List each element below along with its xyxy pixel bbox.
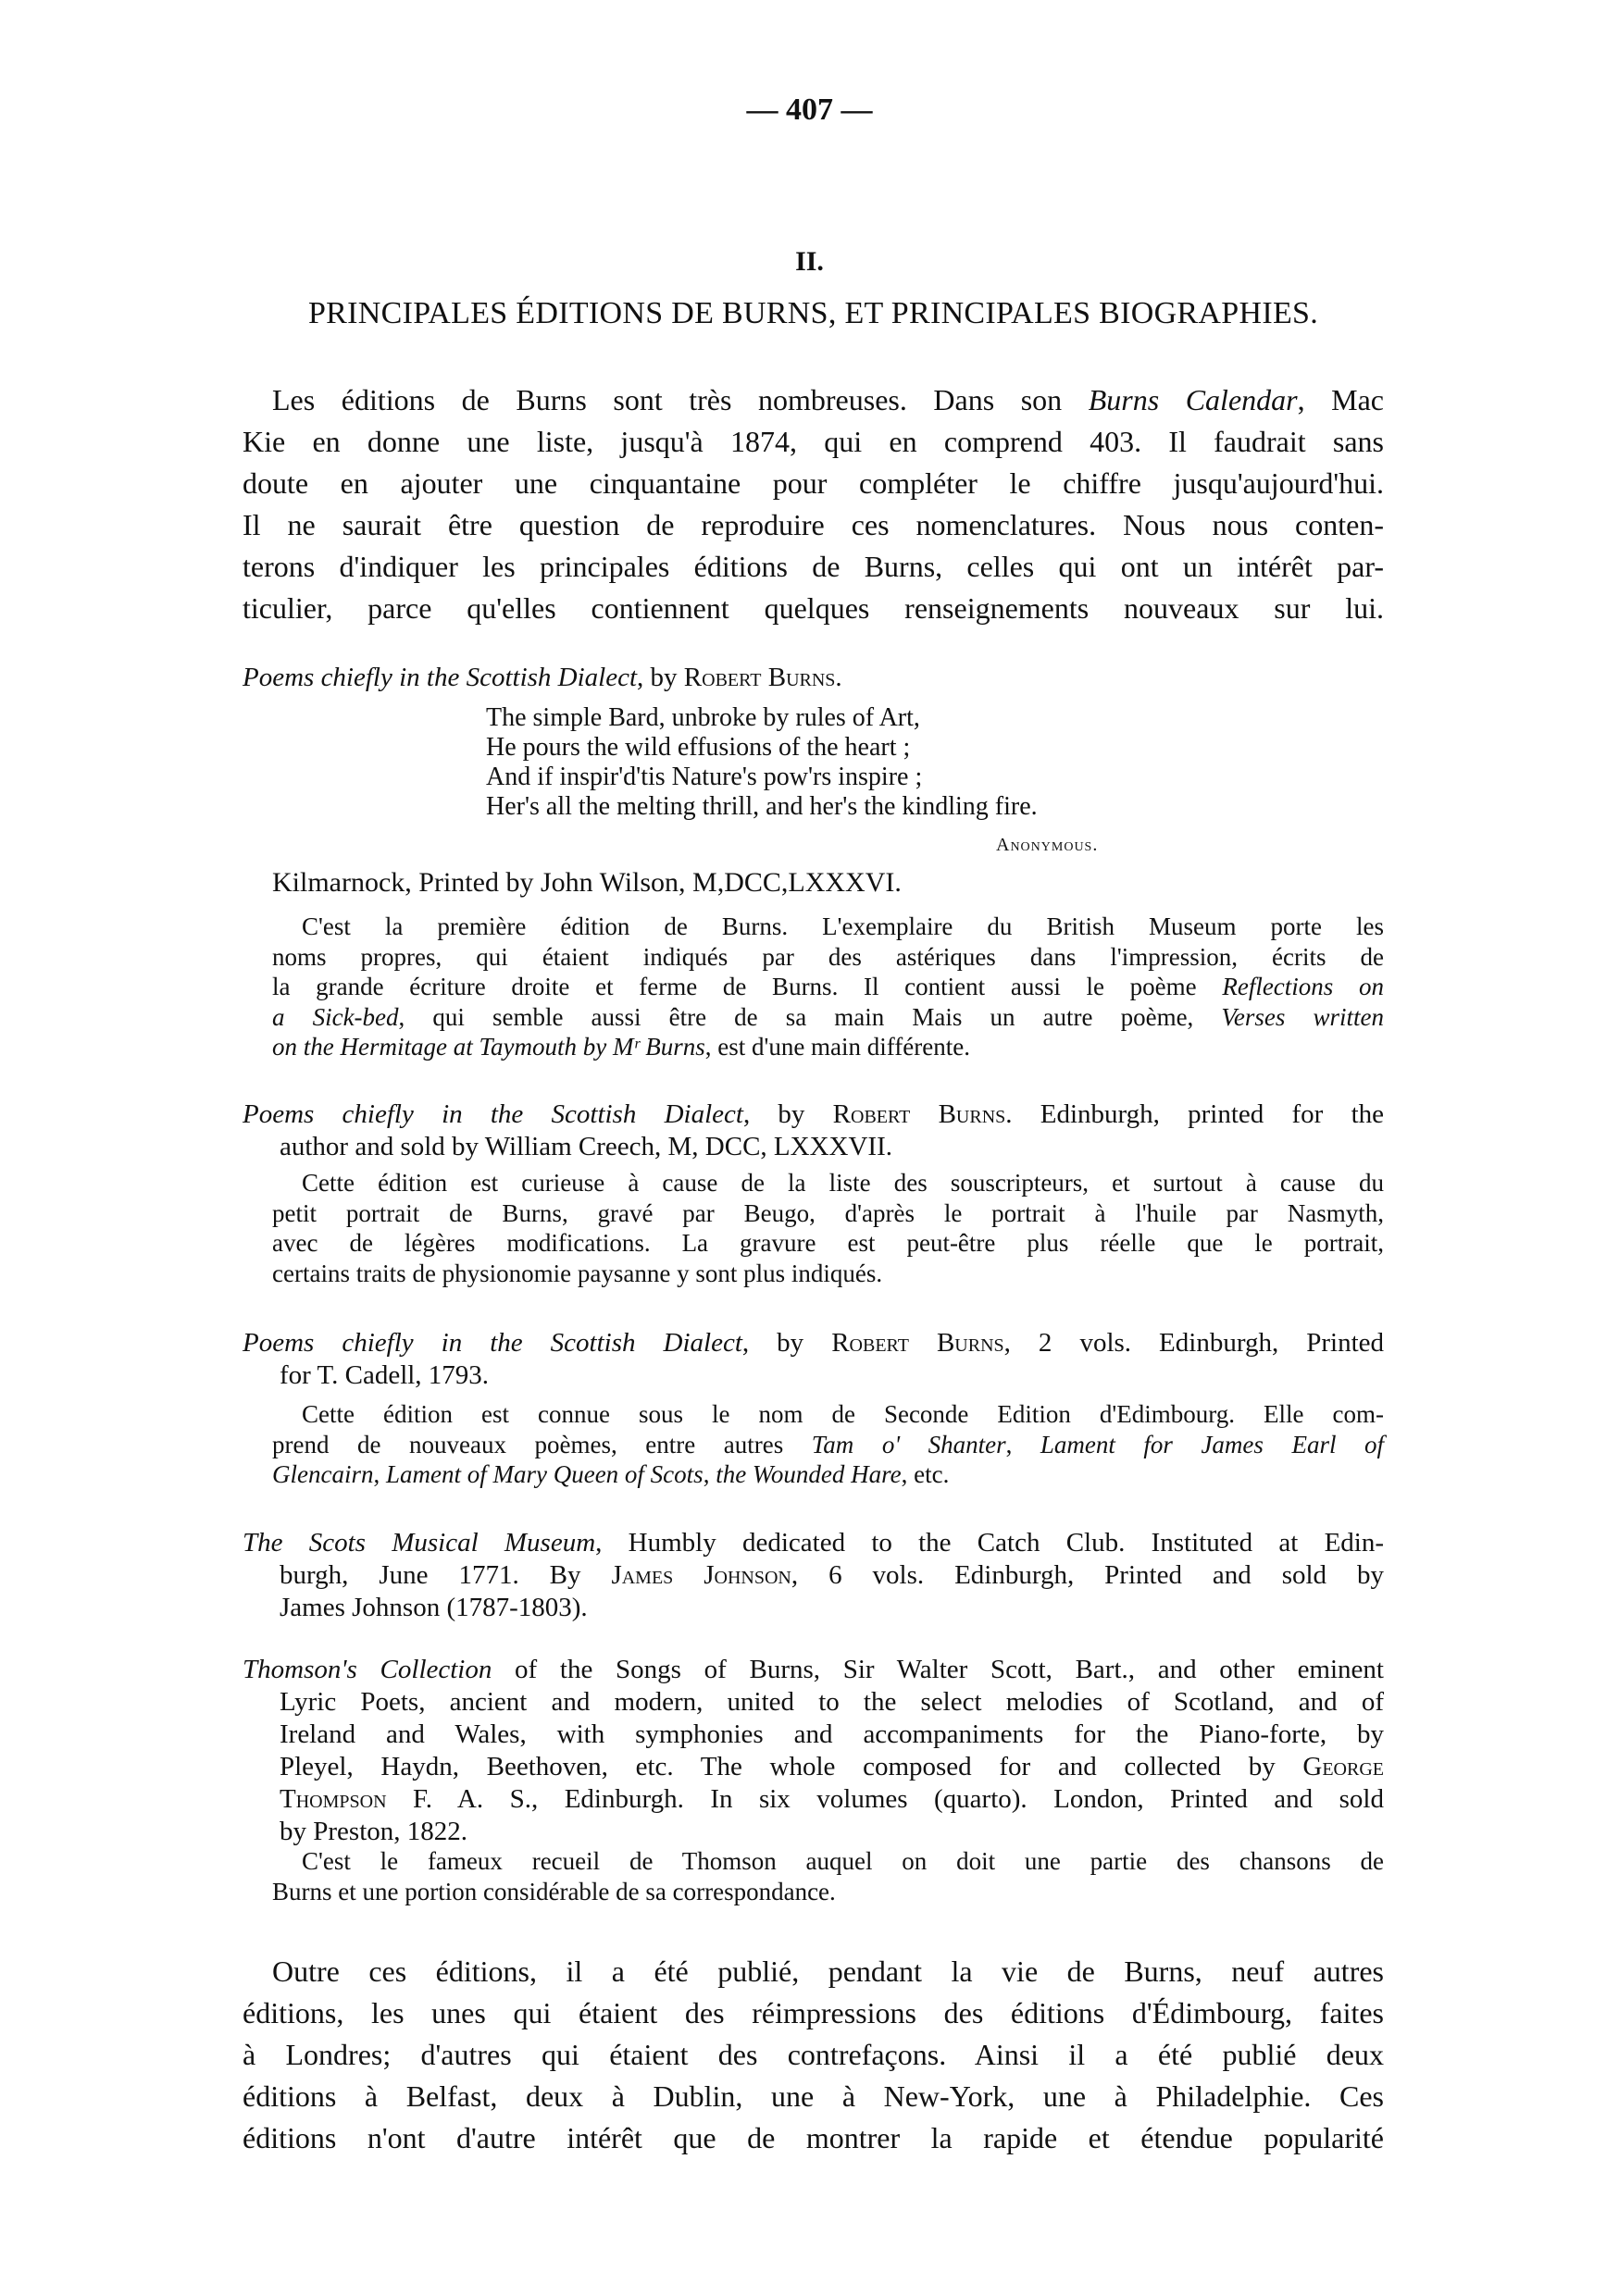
italic-title: Lament for James Earl of — [1040, 1430, 1384, 1458]
text-segment: C'est le fameux recueil de Thomson auquel on doit une partie des chansons de — [302, 1847, 1384, 1875]
text-segment: éditions, les unes qui étaient des réimpressions des éditions d'Édimbourg, faites — [243, 1996, 1384, 2029]
text-line — [272, 1846, 1384, 1877]
entry-5-title — [243, 1654, 1384, 1848]
text-segment: Pleyel, Haydn, Beethoven, etc. The whole composed for and collected by — [280, 1752, 1303, 1781]
text-line — [272, 972, 1384, 1002]
text-segment: avec de légères modifications. La gravure est peut-être plus réelle que le portrait, — [272, 1229, 1384, 1257]
text-segment: of the Songs of Burns, Sir Walter Scott, Bart., and other eminent — [492, 1655, 1384, 1684]
text-line — [243, 2117, 1384, 2159]
text-segment: Cette édition est curieuse à cause de la liste des souscripteurs, et surtout à cause du — [302, 1169, 1384, 1197]
text-segment: , by — [742, 1099, 833, 1129]
text-segment: , Humbly dedicated to the Catch Club. Instituted at Edin- — [595, 1528, 1384, 1558]
text-line — [272, 1002, 1384, 1033]
entry-3-note — [272, 1399, 1384, 1490]
text-segment: And if inspir'd'tis Nature's pow'rs inspire ; — [486, 763, 923, 791]
text-segment: Lyric Poets, ancient and modern, united to the select melodies of Scotland, and of — [280, 1687, 1384, 1717]
text-line — [243, 1992, 1384, 2034]
text-line — [243, 1951, 1384, 1992]
text-line — [272, 1877, 1384, 1907]
italic-title: Lament of Mary Queen of Scots — [385, 1460, 704, 1488]
text-segment: éditions n'ont d'autre intérêt que de montrer la rapide et étendue popularité — [243, 2121, 1384, 2154]
text-line — [243, 1327, 1384, 1359]
text-line — [243, 662, 1384, 694]
text-segment: doute en ajouter une cinquantaine pour compléter le chiffre jusqu'aujourd'hui. — [243, 466, 1384, 500]
entry-2-note — [272, 1168, 1384, 1288]
italic-title: Verses written — [1221, 1002, 1384, 1031]
text-line — [243, 1686, 1384, 1719]
italic-title: Tam o' Shanter — [811, 1430, 1006, 1458]
text-segment: Her's all the melting thrill, and her's the kindling fire. — [486, 792, 1038, 821]
text-line — [243, 1559, 1384, 1592]
text-segment: , 6 vols. Edinburgh, Printed and sold by — [791, 1560, 1385, 1590]
text-segment: , by — [637, 663, 684, 692]
text-line — [243, 1592, 1384, 1624]
section-heading: PRINCIPALES ÉDITIONS DE BURNS, ET PRINCIPALES BIOGRAPHIES. — [307, 296, 1319, 330]
small-caps-name: George — [1302, 1752, 1384, 1781]
text-line — [243, 1654, 1384, 1686]
text-segment: The simple Bard, unbroke by rules of Art, — [486, 703, 920, 732]
text-line — [272, 1228, 1384, 1259]
text-line — [243, 588, 1384, 629]
text-line — [272, 1259, 1384, 1289]
text-segment: for T. Cadell, 1793. — [280, 1360, 490, 1390]
italic-title: Poems chiefly in the Scottish Dialect — [243, 1328, 742, 1358]
text-line — [272, 1168, 1384, 1198]
italic-title: Reflections on — [1222, 973, 1384, 1000]
text-line — [243, 546, 1384, 588]
text-line — [243, 379, 1384, 421]
text-segment: , etc. — [901, 1460, 950, 1488]
entry-5-note — [272, 1846, 1384, 1906]
italic-title: Thomson's Collection — [243, 1655, 492, 1684]
text-line — [272, 1032, 1384, 1062]
text-line — [243, 1098, 1384, 1131]
text-line — [243, 421, 1384, 463]
text-segment: . — [835, 663, 842, 692]
text-segment: Kie en donne une liste, jusqu'à 1874, qui en comprend 403. Il faudrait sans — [243, 425, 1384, 458]
text-line — [243, 2076, 1384, 2117]
text-segment: à Londres; d'autres qui étaient des contrefaçons. Ainsi il a été publié deux — [243, 2038, 1384, 2071]
text-segment: , — [1005, 1430, 1040, 1458]
text-line — [272, 912, 1384, 942]
epigraph-poem — [486, 703, 1038, 822]
text-segment: , Mac — [1297, 383, 1385, 416]
text-segment: F. A. S., Edinburgh. In six volumes (quarto). London, Printed and sold — [386, 1784, 1384, 1814]
italic-title: The Scots Musical Museum — [243, 1528, 596, 1558]
text-segment: by Preston, 1822. — [280, 1817, 467, 1846]
text-line — [272, 1399, 1384, 1430]
entry-3-title — [243, 1327, 1384, 1392]
text-segment: , 2 vols. Edinburgh, Printed — [1003, 1328, 1385, 1358]
text-segment: certains traits de physionomie paysanne y sont plus indiqués. — [272, 1259, 883, 1287]
italic-title: Glencairn — [272, 1460, 374, 1488]
small-caps-name: James Johnson — [611, 1560, 791, 1590]
text-line — [486, 792, 1038, 822]
text-line — [243, 2034, 1384, 2076]
text-segment: , est d'une main différente. — [704, 1033, 970, 1061]
entry-1-note — [272, 912, 1384, 1062]
text-segment: , — [703, 1460, 716, 1488]
text-segment: author and sold by William Creech, M, DCC, LXXXVII. — [280, 1132, 892, 1161]
small-caps-name: Robert Burns — [832, 1099, 1006, 1129]
text-segment: Burns et une portion considérable de sa correspondance. — [272, 1877, 836, 1905]
text-line — [243, 1816, 1384, 1848]
text-segment: la grande écriture droite et ferme de Burns. Il contient aussi le poème — [272, 973, 1223, 1000]
text-segment: James Johnson (1787-1803). — [280, 1593, 588, 1622]
italic-title: Poems chiefly in the Scottish Dialect — [243, 663, 638, 692]
intro-paragraph — [243, 379, 1384, 629]
text-segment: C'est la première édition de Burns. L'exemplaire du British Museum porte les — [302, 912, 1384, 940]
text-segment: Cette édition est connue sous le nom de Seconde Edition d'Edimbourg. Elle com- — [302, 1400, 1384, 1428]
text-segment: , qui semble aussi être de sa main Mais un autre poème, — [398, 1002, 1222, 1031]
text-line — [243, 1719, 1384, 1751]
text-line — [243, 463, 1384, 504]
text-line — [486, 733, 1038, 763]
text-line — [243, 1751, 1384, 1783]
text-line — [272, 1459, 1384, 1490]
text-segment: terons d'indiquer les principales éditions de Burns, celles qui ont un intérêt par- — [243, 550, 1384, 583]
text-segment: ticulier, parce qu'elles contiennent quelques renseignements nouveaux sur lui. — [243, 591, 1384, 625]
text-line — [243, 1131, 1384, 1163]
epigraph-attribution: Anonymous. — [996, 835, 1099, 855]
italic-title: on the Hermitage at Taymouth by Mʳ Burns — [272, 1033, 705, 1061]
text-segment: Outre ces éditions, il a été publié, pendant la vie de Burns, neuf autres — [272, 1955, 1384, 1988]
section-number: II. — [795, 246, 824, 277]
italic-title: a Sick-bed — [272, 1002, 399, 1031]
text-segment: Il ne saurait être question de reproduire ces nomenclatures. Nous nous conten- — [243, 508, 1384, 541]
text-line — [486, 703, 1038, 733]
text-line — [272, 1198, 1384, 1229]
text-segment: petit portrait de Burns, gravé par Beugo, d'après le portrait à l'huile par Nasmyth, — [272, 1198, 1384, 1227]
text-segment: , — [373, 1460, 386, 1488]
text-segment: , by — [741, 1328, 832, 1358]
italic-title: the Wounded Hare — [716, 1460, 902, 1488]
text-segment: Ireland and Wales, with symphonies and accompaniments for the Piano-forte, by — [280, 1719, 1384, 1749]
entry-1-title — [243, 662, 1384, 694]
text-line — [243, 504, 1384, 546]
text-line — [486, 763, 1038, 792]
italic-title: Poems chiefly in the Scottish Dialect — [243, 1099, 743, 1129]
small-caps-name: Thompson — [280, 1784, 387, 1814]
closing-paragraph — [243, 1951, 1384, 2159]
page-number: — 407 — — [746, 93, 873, 127]
text-line — [272, 942, 1384, 973]
text-segment: noms propres, qui étaient indiqués par des astériques dans l'impression, écrits de — [272, 942, 1384, 971]
text-line — [272, 1430, 1384, 1460]
text-line — [243, 1527, 1384, 1559]
text-segment: éditions à Belfast, deux à Dublin, une à New-York, une à Philadelphie. Ces — [243, 2079, 1384, 2113]
text-segment: . Edinburgh, printed for the — [1005, 1099, 1384, 1129]
small-caps-name: Robert Burns — [683, 663, 836, 692]
text-line — [243, 1359, 1384, 1392]
entry-4-title — [243, 1527, 1384, 1624]
text-segment: Les éditions de Burns sont très nombreuses. Dans son — [272, 383, 1089, 416]
entry-1-imprint: Kilmarnock, Printed by John Wilson, M,DCC,LXXXVI. — [272, 867, 902, 898]
text-segment: prend de nouveaux poèmes, entre autres — [272, 1430, 812, 1458]
small-caps-name: Robert Burns — [831, 1328, 1004, 1358]
italic-title: Burns Calendar — [1088, 383, 1298, 416]
text-segment: He pours the wild effusions of the heart ; — [486, 733, 911, 762]
text-segment: burgh, June 1771. By — [280, 1560, 612, 1590]
text-line — [243, 1783, 1384, 1816]
entry-2-title — [243, 1098, 1384, 1163]
